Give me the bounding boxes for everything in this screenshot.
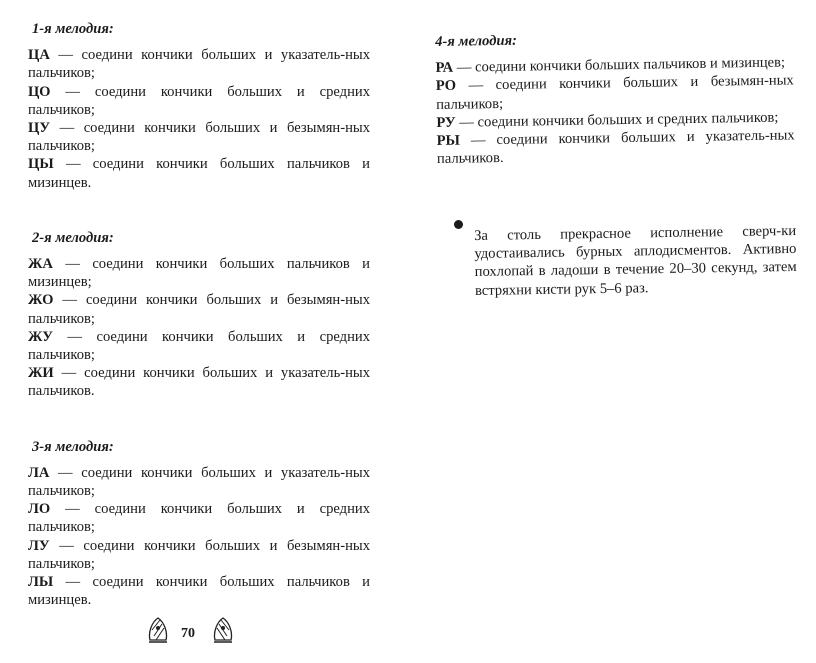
instruction-item (28, 500, 370, 536)
instruction-text: — соедини кончики больших и средних пальчиков; (28, 328, 370, 364)
instruction-text: — соедини кончики больших и средних пальчиков; (455, 109, 779, 131)
syllable: РУ (436, 114, 456, 131)
instruction-text: — соедини кончики больших и средних пальчиков; (28, 83, 370, 118)
melody-heading: 1-я мелодия: (32, 21, 114, 37)
instruction-text: — соедини кончики больших и указатель-ных пальчиков; (28, 47, 370, 82)
instruction-text: — соедини кончики больших пальчиков и мизинцев. (28, 156, 370, 191)
instruction-item (28, 46, 370, 82)
cricket-left-icon (146, 614, 170, 646)
instruction-item (28, 328, 370, 364)
melody-section (28, 20, 370, 192)
syllable: ЦО (28, 83, 51, 100)
syllable: ЖИ (28, 365, 54, 382)
syllable: РА (435, 59, 454, 77)
instruction-text: — соедини кончики больших и указатель-ных пальчиков. (436, 127, 795, 168)
syllable: ЦЫ (28, 156, 54, 173)
instruction-text: — соедини кончики больших пальчиков и мизинцев; (28, 256, 370, 291)
melody-heading: 3-я мелодия: (32, 438, 114, 455)
syllable: ЛО (28, 501, 51, 518)
instruction-item (28, 537, 370, 573)
instruction-item (28, 83, 370, 119)
instruction-item (28, 119, 370, 155)
instruction-item (28, 364, 370, 400)
instruction-text: — соедини кончики больших и средних пальчиков; (28, 501, 370, 536)
instruction-item (28, 155, 370, 191)
melody-section (28, 229, 370, 401)
syllable: ЖО (28, 292, 54, 309)
syllable: ЦА (28, 47, 50, 64)
cricket-right-icon (211, 614, 235, 646)
syllable: ЛЫ (28, 574, 54, 591)
syllable: ЖУ (28, 328, 53, 345)
instruction-text: — соедини кончики больших и безымян-ных пальчиков; (28, 292, 370, 327)
instruction-item (28, 255, 370, 291)
instruction-item (28, 464, 370, 500)
instruction-text: — соедини кончики больших пальчиков и мизинцев; (453, 54, 786, 76)
syllable: ЦУ (28, 120, 51, 137)
instruction-item (28, 291, 370, 327)
instruction-text: — соедини кончики больших и безымян-ных пальчиков; (435, 72, 794, 113)
instruction-text: — соедини кончики больших пальчиков и мизинцев. (28, 574, 370, 609)
melody-section (435, 27, 795, 168)
instruction-text: — соедини кончики больших и указатель-ных пальчиков; (28, 464, 370, 500)
left-column (28, 20, 370, 646)
page-number: 70 (181, 626, 195, 641)
melody-section (28, 438, 370, 610)
instruction-item (436, 72, 795, 114)
syllable: РЫ (436, 132, 461, 150)
bullet-paragraph: За столь прекрасное исполнение сверч-ки удостаивались бурных аплодисментов. Активно похлопай в ладоши в течение 20–30 секунд, затем встряхни кисти рук 5–6 раз. (474, 222, 797, 299)
instruction-item (28, 573, 370, 609)
syllable: ЛУ (28, 537, 50, 554)
instruction-text: — соедини кончики больших и безымян-ных пальчиков; (28, 120, 370, 155)
bullet-icon (454, 220, 463, 229)
syllable: ЛА (28, 464, 50, 481)
right-column (435, 27, 796, 205)
melody-heading: 2-я мелодия: (32, 229, 114, 246)
instruction-text: — соедини кончики больших и безымян-ных пальчиков; (28, 537, 370, 572)
instruction-text: — соедини кончики больших и указатель-ных пальчиков. (28, 365, 370, 400)
melody-heading: 4-я мелодия: (435, 32, 518, 50)
syllable: РО (435, 78, 457, 95)
syllable: ЖА (28, 256, 53, 273)
instruction-item (437, 126, 796, 168)
